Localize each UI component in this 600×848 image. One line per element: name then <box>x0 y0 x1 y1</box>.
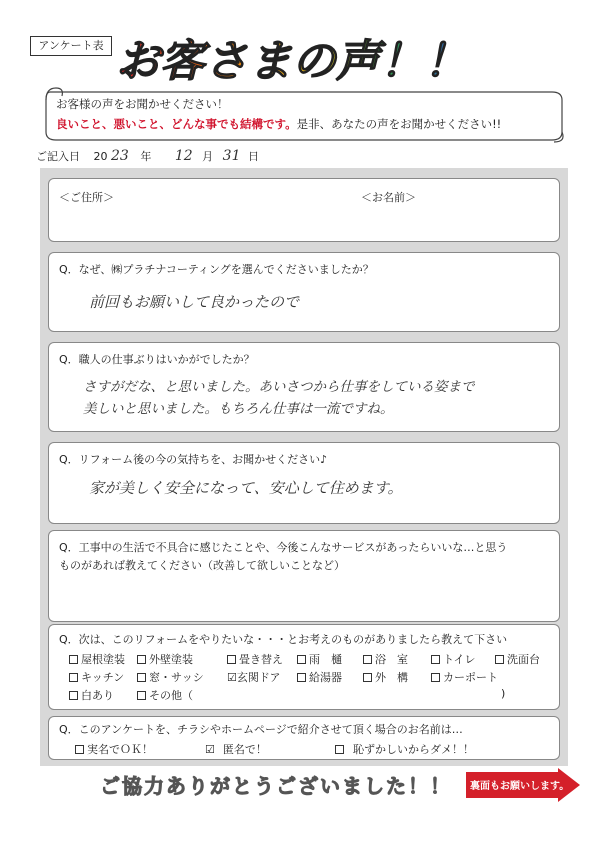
option-label: 給湯器 <box>309 671 342 684</box>
date-year-unit: 年 <box>140 150 152 163</box>
q4-panel <box>48 530 560 622</box>
name-label: ＜お名前＞ <box>361 191 416 204</box>
option-exterior[interactable] <box>363 669 408 685</box>
checkbox[interactable] <box>137 673 146 682</box>
option-other-close: ) <box>501 687 506 700</box>
checkbox[interactable] <box>363 655 372 664</box>
checked-mark[interactable]: ☑ <box>205 743 215 756</box>
q3-answer: 家が美しく安全になって、安心して住めます。 <box>89 479 403 497</box>
option-termite[interactable] <box>69 687 114 703</box>
option-label: 洗面台 <box>507 653 540 666</box>
option-water-heater[interactable] <box>297 669 342 685</box>
option-gutter[interactable] <box>297 651 342 667</box>
q2-question: Q．職人の仕事ぶりはいかがでしたか？ <box>59 353 255 366</box>
option-window[interactable] <box>137 669 204 685</box>
date-month-unit: 月 <box>202 150 214 163</box>
option-tatami[interactable] <box>227 651 283 667</box>
banner-text <box>56 94 556 134</box>
banner-line2 <box>56 114 556 134</box>
option-entrance-door[interactable] <box>227 669 281 685</box>
option-label: 外壁塗装 <box>149 653 193 666</box>
survey-board <box>40 168 568 766</box>
back-note: 裏面もお願いします。 <box>470 781 570 792</box>
option-label: キッチン <box>81 671 125 684</box>
checkbox[interactable] <box>297 655 306 664</box>
option-toilet[interactable] <box>431 651 475 667</box>
address-name-panel <box>48 178 560 242</box>
option-kitchen[interactable] <box>69 669 124 685</box>
q2-panel <box>48 342 560 432</box>
q3-panel <box>48 442 560 524</box>
date-day-unit: 日 <box>247 150 259 163</box>
option-label: 匿名で！ <box>222 743 267 756</box>
q6-question: Q．このアンケートを、チラシやホームページで紹介させて頂く場合のお名前は… <box>59 723 463 736</box>
option-roof-paint[interactable] <box>69 651 125 667</box>
q6-panel <box>48 716 560 760</box>
date-year-value: 23 <box>111 148 129 164</box>
q2-answer-line2: 美しいと思いました。もちろん仕事は一流ですね。 <box>83 401 394 417</box>
checkbox[interactable] <box>75 745 84 754</box>
option-washbasin[interactable] <box>495 651 540 667</box>
checkbox[interactable] <box>69 673 78 682</box>
date-year-prefix: 20 <box>93 150 108 163</box>
date-month-value: 12 <box>174 148 193 164</box>
option-label: 玄関ドア <box>236 671 281 684</box>
option-label: 屋根塗装 <box>81 653 125 666</box>
option-label: 白あり <box>81 689 114 702</box>
date-label: ご記入日 <box>36 150 80 163</box>
q1-question: Q．なぜ、㈱プラチナコーティングを選んでくださいましたか？ <box>59 263 374 276</box>
option-wall-paint[interactable] <box>137 651 193 667</box>
page-title <box>112 28 492 88</box>
banner-line2-red: 良いこと、悪いこと、どんな事でも結構です。 <box>56 117 297 131</box>
option-label: 外 構 <box>375 671 408 684</box>
banner-line2-rest: 是非、あなたの声をお聞かせください!! <box>296 117 502 131</box>
option-label: トイレ <box>443 653 476 666</box>
option-label: 実名でＯＫ！ <box>87 743 153 756</box>
checkbox[interactable] <box>431 673 440 682</box>
option-label: 畳き替え <box>239 653 283 666</box>
option-label: 窓・サッシ <box>149 671 204 684</box>
q5-panel <box>48 624 560 710</box>
address-label: ＜ご住所＞ <box>59 191 114 204</box>
svg-text:お客さまの声！！: お客さまの声！！ <box>116 36 468 87</box>
q5-question: Q．次は、このリフォームをやりたいな・・・とお考えのものがありましたら教えて下さい <box>59 633 508 646</box>
option-decline[interactable] <box>335 741 474 757</box>
checkbox[interactable] <box>137 691 146 700</box>
q1-panel <box>48 252 560 332</box>
checkbox[interactable] <box>227 655 236 664</box>
date-day-value: 31 <box>222 148 241 164</box>
option-anonymous[interactable] <box>205 741 267 757</box>
form-label: アンケート表 <box>30 36 112 56</box>
checkbox[interactable] <box>69 691 78 700</box>
option-bathroom[interactable] <box>363 651 408 667</box>
checked-mark[interactable]: ☑ <box>227 671 237 684</box>
checkbox[interactable] <box>363 673 372 682</box>
option-label: カーポート <box>443 671 498 684</box>
q3-question: Q．リフォーム後の今の気持ちを、お聞かせください♪ <box>59 453 328 466</box>
option-real-name[interactable] <box>75 741 153 757</box>
option-label: 雨 樋 <box>309 653 342 666</box>
option-label: その他（ <box>149 689 193 702</box>
checkbox[interactable] <box>335 745 344 754</box>
checkbox[interactable] <box>297 673 306 682</box>
date-line <box>36 148 259 164</box>
banner-line1: お客様の声をお聞かせください！ <box>56 97 229 111</box>
q4-question-line1: Q．工事中の生活で不具合に感じたことや、今後こんなサービスがあったらいいな…と思う <box>59 541 508 554</box>
option-other[interactable] <box>137 687 193 703</box>
checkbox[interactable] <box>495 655 504 664</box>
option-label: 浴 室 <box>375 653 408 666</box>
q2-answer-line1: さすがだな、と思いました。あいさつから仕事をしている姿まで <box>83 379 475 395</box>
q1-answer: 前回もお願いして良かったので <box>89 293 300 311</box>
option-carport[interactable] <box>431 669 498 685</box>
checkbox[interactable] <box>431 655 440 664</box>
q4-question-line2: ものがあれば教えてください（改善して欲しいことなど） <box>59 559 345 572</box>
thanks-message: ご協力ありがとうございました！！ <box>100 774 452 798</box>
option-label: 恥ずかしいからダメ！！ <box>353 743 474 756</box>
checkbox[interactable] <box>137 655 146 664</box>
checkbox[interactable] <box>69 655 78 664</box>
